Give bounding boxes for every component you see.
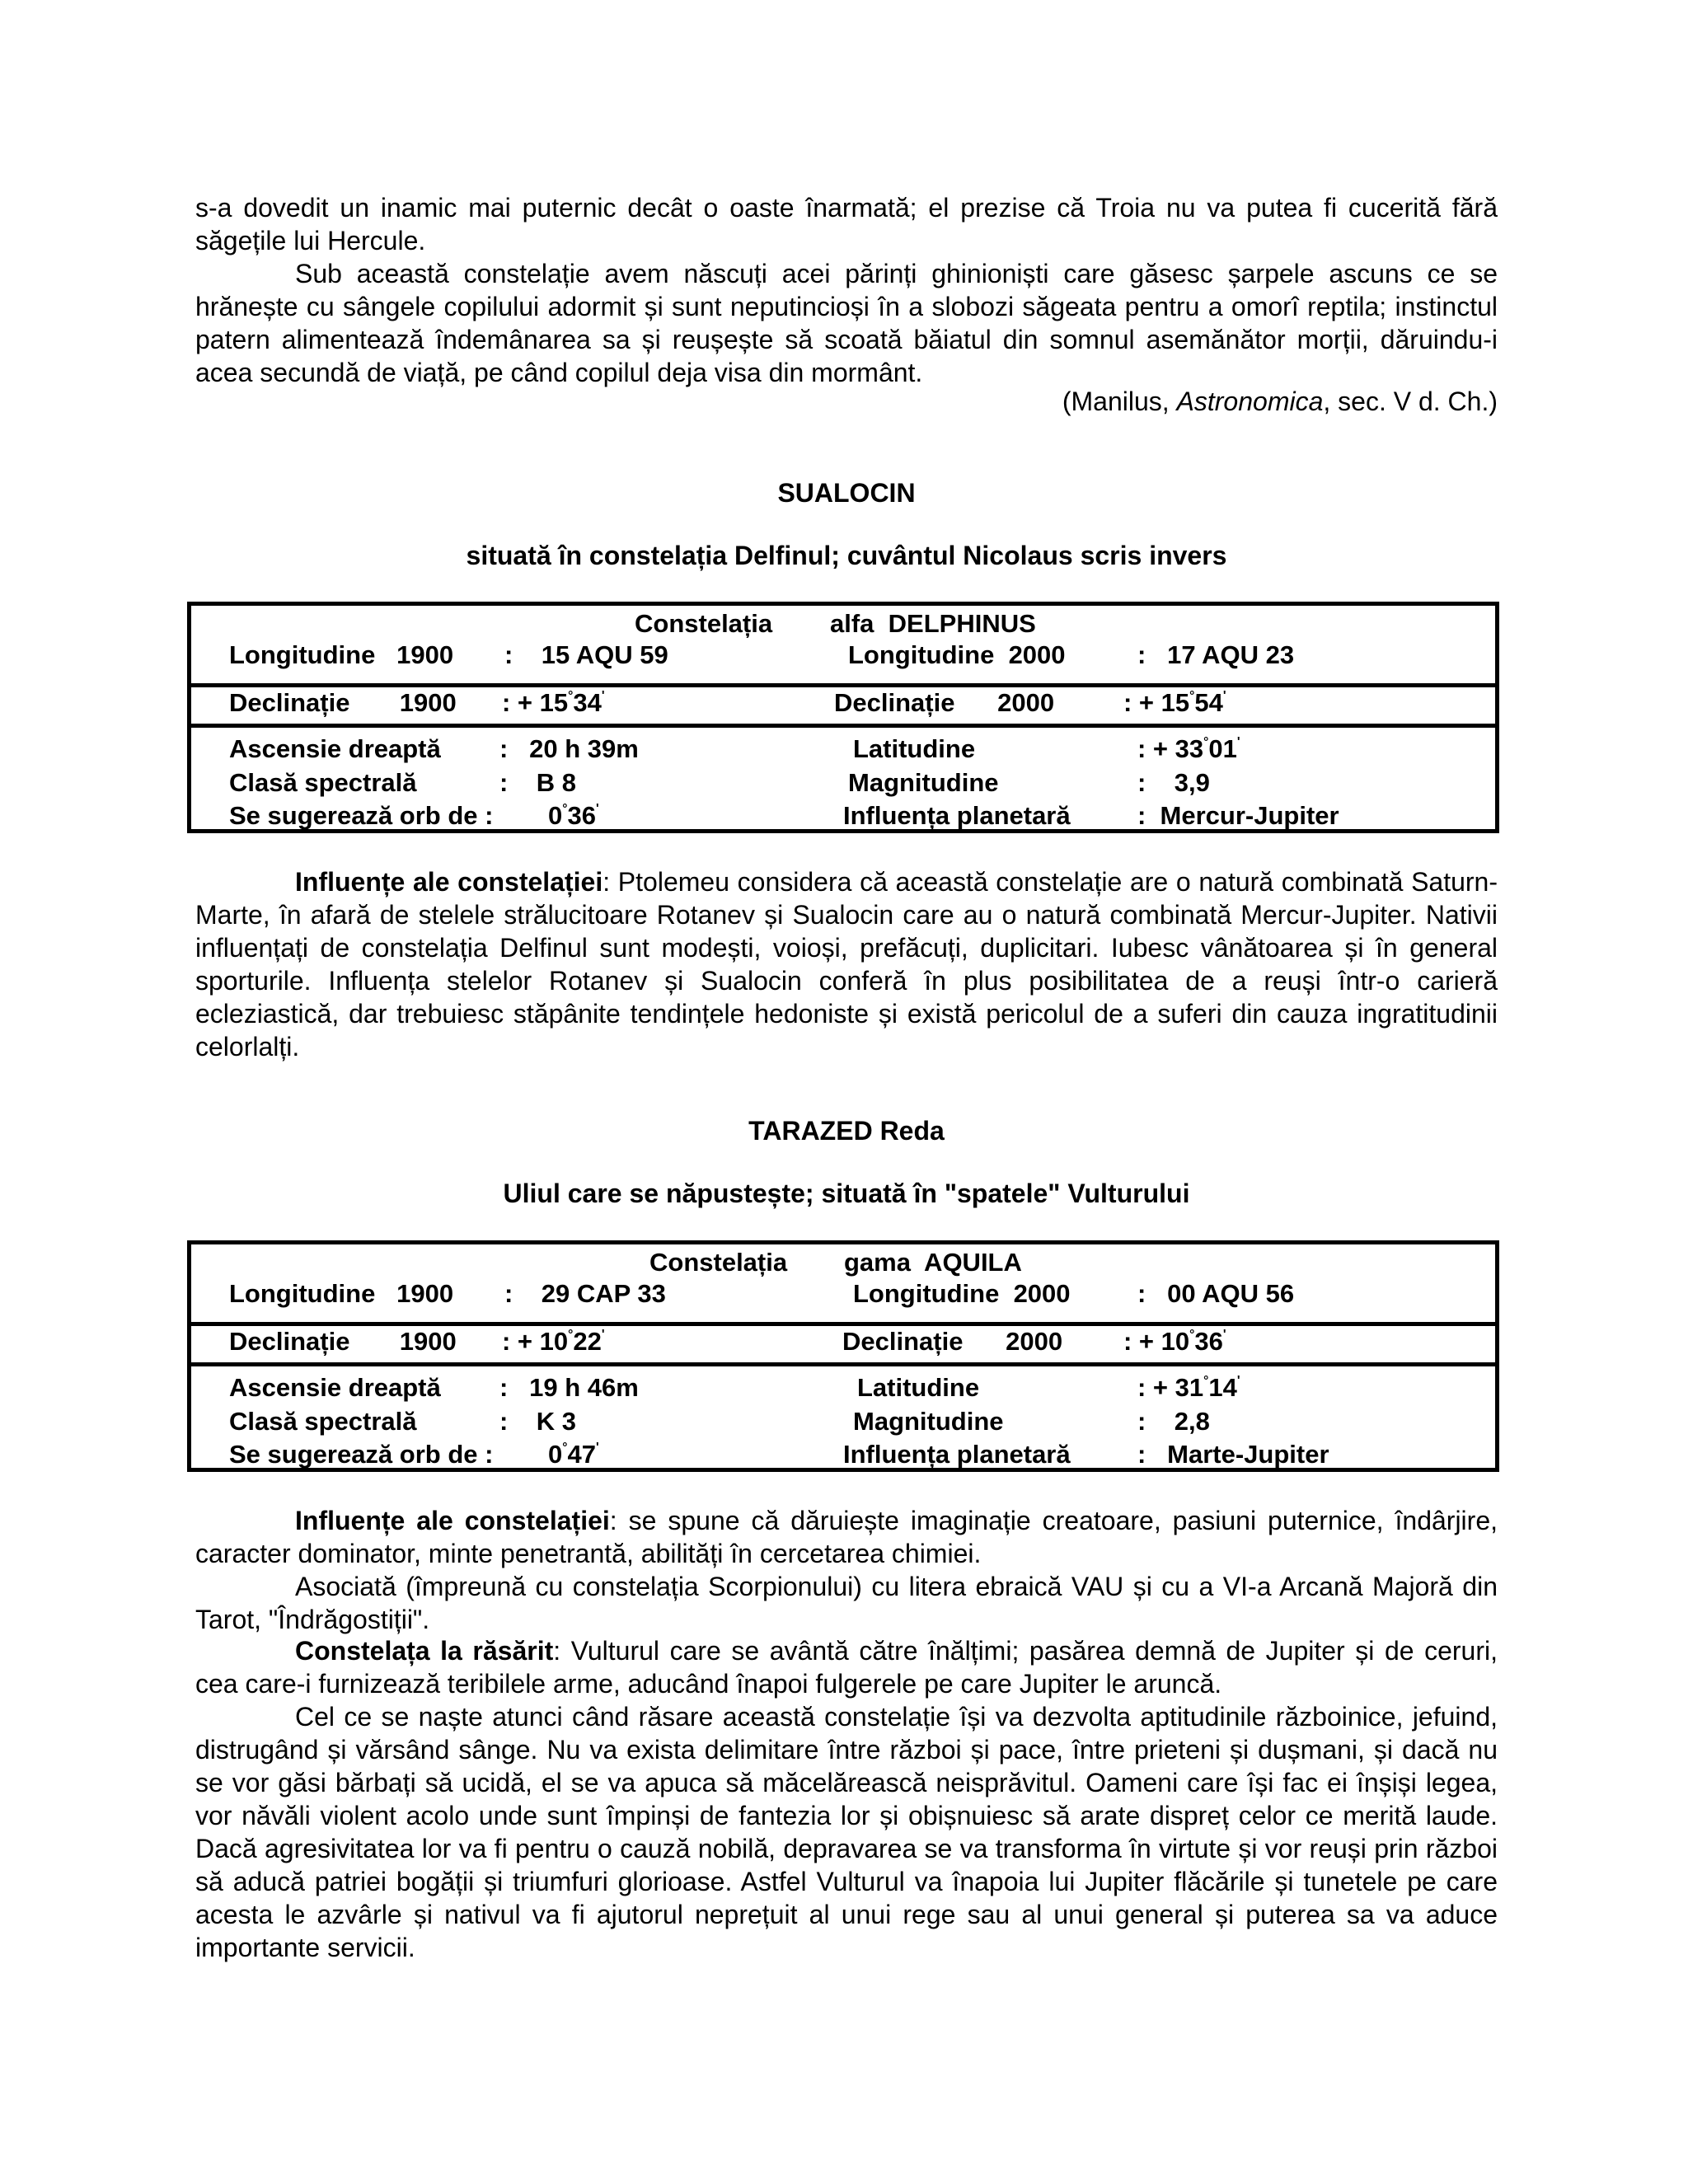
orb-value: 0°36' <box>548 801 599 830</box>
latitude-value: : + 31°14' <box>1137 1373 1240 1402</box>
longitude-2000-value: : 00 AQU 56 <box>1137 1279 1295 1308</box>
longitude-1900-value: : 15 AQU 59 <box>504 640 668 669</box>
citation-suffix: , sec. V d. Ch.) <box>1323 387 1498 416</box>
latitude-value: : + 33°01' <box>1137 734 1240 763</box>
declination-2000-value: : + 15°54' <box>1123 688 1226 717</box>
right-ascension-label: Ascensie dreaptă <box>229 734 441 763</box>
orb-label: Se sugerează orb de : <box>229 801 494 830</box>
planetary-influence-label: Influența planetară <box>843 801 1071 830</box>
tarazed-rising-paragraph <box>195 1634 1498 1700</box>
planetary-influence-value: : Mercur-Jupiter <box>1137 801 1339 830</box>
declination-2000-label: Declinație 2000 <box>842 1327 1063 1356</box>
star-header-band <box>191 606 1495 683</box>
right-ascension-value: : 20 h 39m <box>499 734 639 763</box>
longitude-1900-label: Longitudine 1900 <box>229 1279 454 1308</box>
longitude-1900-label: Longitudine 1900 <box>229 640 454 669</box>
influence-label: Influențe ale constelației <box>295 867 603 897</box>
declination-band <box>191 1322 1495 1366</box>
longitude-2000-label: Longitudine 2000 <box>848 640 1066 669</box>
star-data-box-sualocin <box>187 602 1499 833</box>
sualocin-influence-paragraph <box>195 865 1498 1063</box>
citation-prefix: (Manilus, <box>1062 387 1177 416</box>
longitude-2000-value: : 17 AQU 23 <box>1137 640 1295 669</box>
spectral-class-value: : B 8 <box>499 768 577 797</box>
influence-text: : Ptolemeu considera că această constelație are o natură combinată Saturn-Marte, în afară de stelele strălucitoare Rotanev și Sualocin care au o natură combinată Mercur-Jupiter. Nativii influențați de constelația Delfinul sunt modești, voioși, prefăcuți, duplicitari. Iubesc vânătoarea și în general sporturile. Influența stelelor Rotanev și Sualocin conferă în plus posibilitatea de a reuși într-o carieră ecleziastică, dar trebuiesc stăpânite tendințele hedoniste și există pericolul de a suferi din cauza ingratitudinii celorlalți. <box>195 867 1498 1062</box>
declination-1900-label: Declinație 1900 <box>229 688 457 717</box>
declination-2000-value: : + 10°36' <box>1123 1327 1226 1356</box>
star-detail-band <box>191 728 1495 833</box>
magnitude-label: Magnitudine <box>853 1407 1004 1436</box>
star-subtitle-tarazed: Uliul care se năpustește; situată în "spatele" Vulturului <box>503 1179 1190 1208</box>
star-heading-sualocin: SUALOCIN <box>777 478 916 508</box>
rising-label: Constelața la răsărit <box>295 1636 554 1666</box>
declination-1900-value: : + 15°34' <box>502 688 605 717</box>
rising-text: : Vulturul care se avântă către înălțimi; pasărea demnă de Jupiter și de ceruri, cea care-i furnizează teribilele arme, aducând înapoi fulgerele pe care Jupiter le aruncă. <box>195 1636 1498 1699</box>
influence-text: : se spune că dăruiește imaginație creatoare, pasiuni puternice, îndârjire, caracter dominator, minte penetrantă, abilități în cercetarea chimiei. <box>195 1506 1498 1568</box>
planetary-influence-value: : Marte-Jupiter <box>1137 1440 1329 1469</box>
longitude-1900-value: : 29 CAP 33 <box>504 1279 666 1308</box>
tarazed-association-paragraph: Asociată (împreună cu constelația Scorpionului) cu litera ebraică VAU și cu a VI-a Arcană Majoră din Tarot, "Îndrăgostiții". <box>195 1572 1498 1634</box>
constellation-value: alfa DELPHINUS <box>830 609 1036 638</box>
right-ascension-label: Ascensie dreaptă <box>229 1373 441 1402</box>
declination-band <box>191 683 1495 728</box>
spectral-class-label: Clasă spectrală <box>229 768 417 797</box>
orb-label: Se sugerează orb de : <box>229 1440 494 1469</box>
magnitude-value: : 3,9 <box>1137 768 1210 797</box>
star-detail-band <box>191 1366 1495 1472</box>
citation <box>195 385 1498 418</box>
citation-title: Astronomica <box>1176 387 1324 416</box>
latitude-label: Latitudine <box>853 734 976 763</box>
longitude-2000-label: Longitudine 2000 <box>853 1279 1071 1308</box>
constellation-label: Constelația <box>649 1248 788 1277</box>
star-subtitle-sualocin: situată în constelația Delfinul; cuvântul Nicolaus scris invers <box>466 541 1227 570</box>
spectral-class-value: : K 3 <box>499 1407 577 1436</box>
star-data-box-tarazed <box>187 1240 1499 1472</box>
declination-1900-label: Declinație 1900 <box>229 1327 457 1356</box>
declination-2000-label: Declinație 2000 <box>834 688 1055 717</box>
orb-value: 0°47' <box>548 1440 599 1469</box>
tarazed-final-paragraph: Cel ce se naște atunci când răsare această constelație își va dezvolta aptitudinile războinice, jefuind, distrugând și vărsând sânge. Nu va exista delimitare între război și pace, între prieteni și dușmani, și dacă nu se vor găsi bărbați să ucidă, el se va apuca să măcelărească neisprăvitul. Oameni care își fac ei înșiși legea, vor năvăli violent acolo unde sunt împinși de fantezia lor și obișnuiesc să arate dispreț celor ce merită laude. Dacă agresivitatea lor va fi pentru o cauză nobilă, depravarea se va transforma în virtute și vor reuși prin război să aducă patriei bogății și triumfuri glorioase. Astfel Vulturul va înapoia lui Jupiter flăcările și tunetele pe care acesta le azvârle și nativul va fi ajutorul neprețuit al unui rege sau al unui general și puterea sa va aduce importante servicii. <box>195 1702 1498 1962</box>
tarazed-influence-paragraph <box>195 1504 1498 1570</box>
influence-label: Influențe ale constelației <box>295 1506 610 1535</box>
declination-1900-value: : + 10°22' <box>502 1327 605 1356</box>
constellation-label: Constelația <box>635 609 773 638</box>
intro-line: s-a dovedit un inamic mai puternic decât o oaste înarmată; el prezise că Troia nu va putea fi cucerită fără săgețile lui Hercule. <box>195 193 1498 255</box>
star-heading-tarazed: TARAZED Reda <box>748 1116 945 1146</box>
magnitude-label: Magnitudine <box>848 768 999 797</box>
intro-paragraph: Sub această constelație avem născuți acei părinți ghinioniști care găsesc șarpele ascuns ce se hrănește cu sângele copilului adormit și sunt neputincioși în a slobozi săgeata pentru a omorî reptila; instinctul patern alimentează îndemânarea sa și reușește să scoată băiatul din somnul asemănător morții, dăruindu-i acea secundă de viață, pe când copilul deja visa din mormânt. <box>195 259 1498 387</box>
spectral-class-label: Clasă spectrală <box>229 1407 417 1436</box>
magnitude-value: : 2,8 <box>1137 1407 1210 1436</box>
planetary-influence-label: Influența planetară <box>843 1440 1071 1469</box>
right-ascension-value: : 19 h 46m <box>499 1373 639 1402</box>
star-header-band <box>191 1244 1495 1322</box>
constellation-value: gama AQUILA <box>844 1248 1022 1277</box>
latitude-label: Latitudine <box>857 1373 980 1402</box>
